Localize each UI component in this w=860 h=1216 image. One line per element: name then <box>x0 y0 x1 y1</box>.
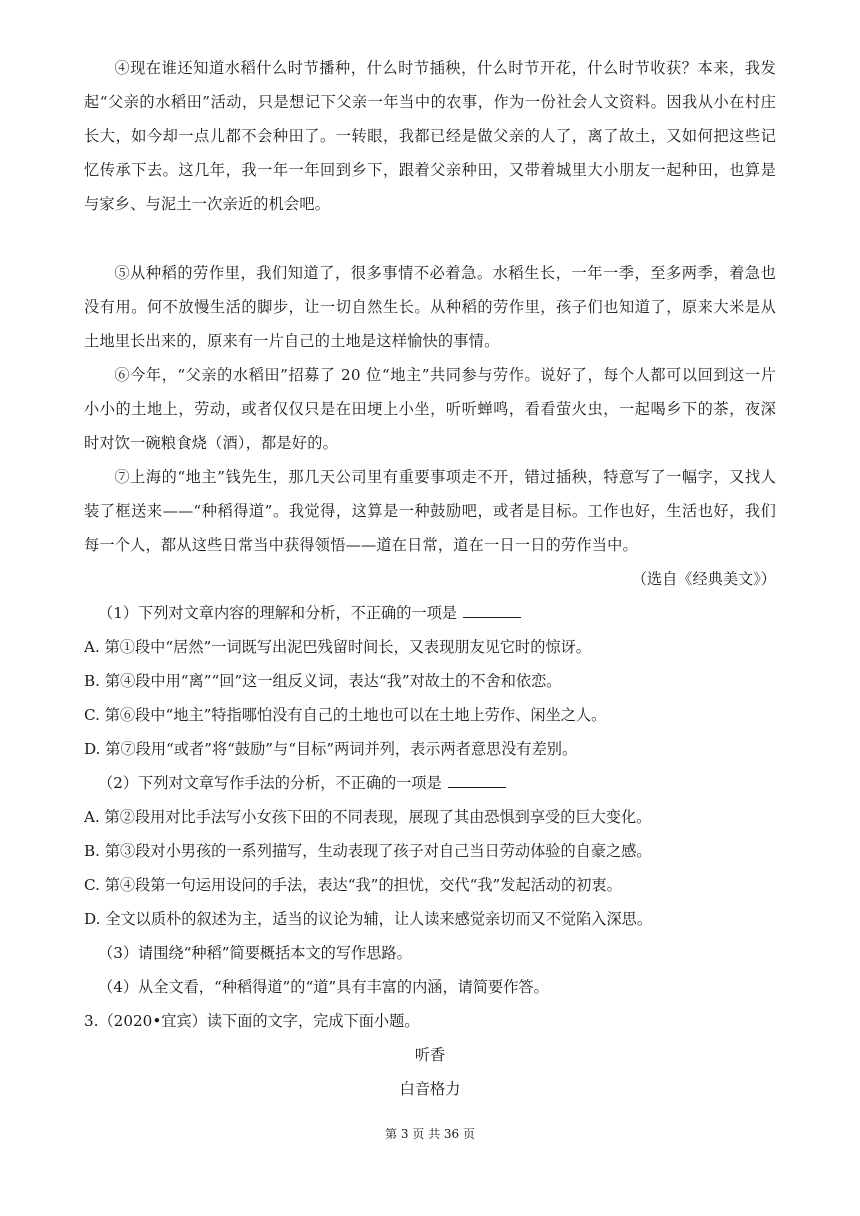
question-2-option-b: B. 第③段对小男孩的一系列描写，生动表现了孩子对自己当日劳动体验的自豪之感。 <box>84 842 652 860</box>
answer-blank-2 <box>448 771 506 788</box>
next-item-title: 听香 <box>414 1046 446 1064</box>
question-1-option-c: C. 第⑥段中“地主”特指哪怕没有自己的土地也可以在土地上劳作、闲坐之人。 <box>84 706 607 724</box>
question-3: （3）请围绕“种稻”简要概括本文的写作思路。 <box>98 944 412 962</box>
question-4: （4）从全文看，“种稻得道”的“道”具有丰富的内涵，请简要作答。 <box>98 978 549 996</box>
paragraph-6: ⑥今年，“父亲的水稻田”招募了 20 位“地主”共同参与劳作。说好了，每个人都可以回到这一片小小的土地上，劳动，或者仅仅只是在田埂上小坐，听听蝉鸣，看看萤火虫，一起喝乡下的茶，夜深时对饮一碗粮食烧（酒），都是好的。 <box>84 366 776 452</box>
question-1-option-d: D. 第⑦段用“或者”将“鼓励”与“目标”两词并列，表示两者意思没有差别。 <box>84 740 578 758</box>
question-2 <box>98 766 790 800</box>
question-2-text: （2）下列对文章写作手法的分析，不正确的一项是 <box>98 774 442 792</box>
question-2-option-c: C. 第④段第一句运用设问的手法，表达“我”的担忧，交代“我”发起活动的初衷。 <box>84 876 622 894</box>
paragraph-4: ④现在谁还知道水稻什么时节播种，什么时节插秧，什么时节开花，什么时节收获？本来，我发起“父亲的水稻田”活动，只是想记下父亲一年当中的农事，作为一份社会人文资料。因我从小在村庄长大，如今却一点儿都不会种田了。一转眼，我都已经是做父亲的人了，离了故土，又如何把这些记忆传承下去。这几年，我一年一年回到乡下，跟着父亲种田，又带着城里大小朋友一起种田，也算是与家乡、与泥土一次亲近的机会吧。 <box>84 59 776 213</box>
next-item-author: 白音格力 <box>399 1080 461 1098</box>
next-item-heading: 3.（2020•宜宾）读下面的文字，完成下面小题。 <box>84 1012 420 1030</box>
question-2-option-d: D. 全文以质朴的叙述为主，适当的议论为辅，让人读来感觉亲切而又不觉陷入深思。 <box>84 910 653 928</box>
answer-blank-1 <box>463 601 521 618</box>
question-2-option-a: A. 第②段用对比手法写小女孩下田的不同表现，展现了其由恐惧到享受的巨大变化。 <box>84 808 652 826</box>
question-1-text: （1）下列对文章内容的理解和分析，不正确的一项是 <box>98 604 457 622</box>
question-1-option-b: B. 第④段中用“离”“回”这一组反义词，表达“我”对故土的不舍和依恋。 <box>84 672 562 690</box>
page-footer: 第 3 页 共 36 页 <box>385 1127 475 1141</box>
article-source: （选自《经典美文》） <box>631 570 776 588</box>
question-1-option-a: A. 第①段中“居然”一词既写出泥巴残留时间长，又表现朋友见它时的惊讶。 <box>84 638 591 656</box>
paragraph-7: ⑦上海的“地主”钱先生，那几天公司里有重要事项走不开，错过插秧，特意写了一幅字，又找人装了框送来——“种稻得道”。我觉得，这算是一种鼓励吧，或者是目标。工作也好，生活也好，我们每一个人，都从这些日常当中获得领悟——道在日常，道在一日一日的劳作当中。 <box>84 468 776 554</box>
question-1 <box>98 596 790 630</box>
paragraph-5: ⑤从种稻的劳作里，我们知道了，很多事情不必着急。水稻生长，一年一季，至多两季，着急也没有用。何不放慢生活的脚步，让一切自然生长。从种稻的劳作里，孩子们也知道了，原来大米是从土地里长出来的，原来有一片自己的土地是这样愉快的事情。 <box>84 264 776 350</box>
